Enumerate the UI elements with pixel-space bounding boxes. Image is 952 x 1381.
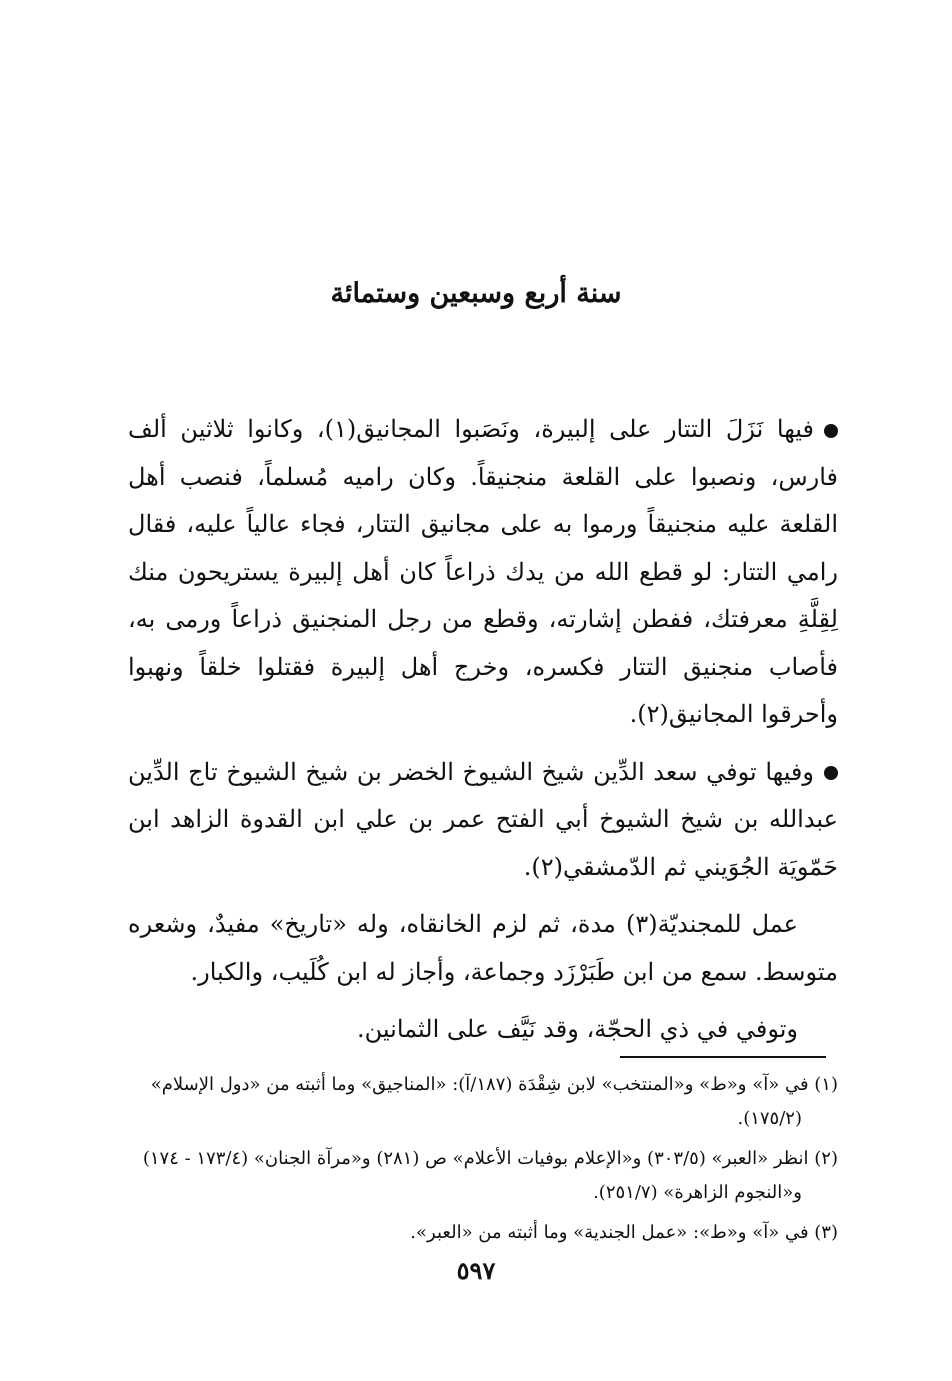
paragraph-4: وتوفي في ذي الحجّة، وقد نَيَّف على الثمانين. <box>357 1015 798 1043</box>
footnote-2: (٢) انظر «العبر» (٣٠٣/٥) و«الإعلام بوفيات الأعلام» ص (٢٨١) و«مرآة الجنان» (١٧٣/٤ - ١٧٤) و«النجوم الزاهرة» (٢٥١/٧). <box>142 1148 838 1203</box>
footnote-separator <box>620 1056 826 1058</box>
paragraph-2 <box>128 749 838 892</box>
page-number: ٥٩٧ <box>456 1256 496 1285</box>
paragraph-2-text: وفيها توفي سعد الدِّين شيخ الشيوخ الخضر بن شيخ الشيوخ تاج الدِّين عبدالله بن شيخ الشيوخ أبي الفتح عمر بن علي ابن القدوة الزاهد ابن حَمّويَة الجُوَيني ثم الدّمشقي(٢). <box>128 757 838 881</box>
chapter-title: سنة أربع وسبعين وستمائة <box>330 278 622 309</box>
footnote-1: (١) في «آ» و«ط» و«المنتخب» لابن شِقْدَة (١٨٧/آ): «المناجيق» وما أثبته من «دول الإسلام» (١٧٥/٢). <box>150 1074 838 1129</box>
bullet-icon <box>824 424 838 438</box>
paragraph-3: عمل للمجنديّة(٣) مدة، ثم لزم الخانقاه، وله «تاريخ» مفيدٌ، وشعره متوسط. سمع من ابن طَبَرْزَد وجماعة، وأجاز له ابن كُلَيب، والكبار. <box>128 910 838 986</box>
footnote-3: (٣) في «آ» و«ط»: «عمل الجندية» وما أثبته من «العبر». <box>410 1222 838 1243</box>
footnotes <box>128 1068 838 1256</box>
paragraph-1 <box>128 406 838 739</box>
bullet-icon <box>824 766 838 780</box>
paragraph-1-text: فيها نَزَلَ التتار على إلبيرة، ونَصَبوا المجانيق(١)، وكانوا ثلاثين ألف فارس، ونصبوا على القلعة منجنيقاً. وكان راميه مُسلماً، فنصب أهل القلعة عليه منجنيقاً ورموا به على مجانيق التتار، فجاء عالياً عليه، فقال رامي التتار: لو قطع الله من يدك ذراعاً كان أهل إلبيرة يستريحون منك لِقِلَّةِ معرفتك، ففطن إشارته، وقطع من رجل المنجنيق ذراعاً ورمى به، فأصاب منجنيق التتار فكسره، وخرج أهل إلبيرة فقتلوا خلقاً ونهبوا وأحرقوا المجانيق(٢). <box>128 415 838 728</box>
main-text <box>128 406 838 1064</box>
